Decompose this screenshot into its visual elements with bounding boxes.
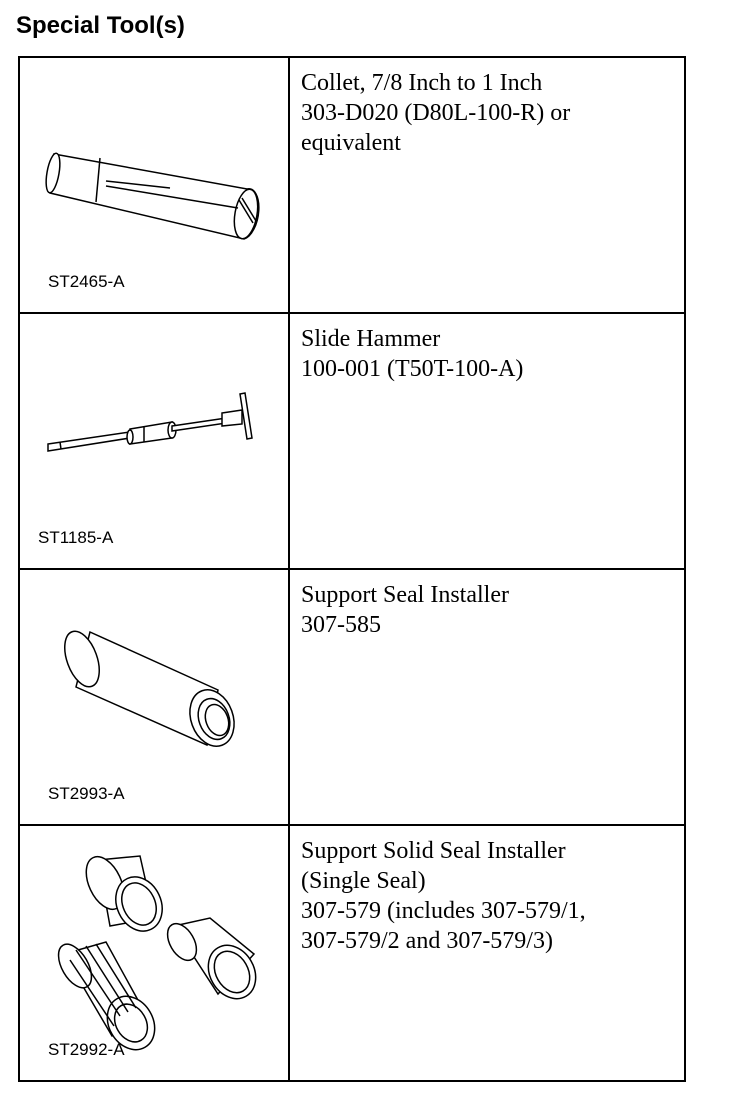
tool-row-slide-hammer [19, 313, 685, 569]
tool-row-collet [19, 57, 685, 313]
tool-illustration-cell [19, 569, 289, 825]
tool-number: 303-D020 (D80L-100-R) or [301, 100, 571, 126]
tool-number: 307-579 (includes 307-579/1, [301, 898, 586, 924]
tool-illustration-cell [19, 825, 289, 1081]
tool-number: 307-585 [301, 612, 381, 638]
tool-name: Support Solid Seal Installer [301, 838, 566, 864]
tool-code: ST2465-A [48, 272, 125, 291]
tool-code: ST1185-A [38, 528, 114, 547]
tool-subtitle: (Single Seal) [301, 868, 426, 894]
special-tools-table [18, 56, 686, 1082]
tool-row-solid-seal-installer [19, 825, 685, 1081]
tool-code: ST2992-A [48, 1040, 125, 1059]
tool-illustration-cell [19, 57, 289, 313]
tool-name: Support Seal Installer [301, 582, 509, 608]
tool-name: Collet, 7/8 Inch to 1 Inch [301, 70, 543, 96]
tool-code: ST2993-A [48, 784, 125, 803]
tool-name: Slide Hammer [301, 326, 441, 352]
tool-note: equivalent [301, 130, 401, 156]
tool-description-cell [289, 57, 685, 313]
tool-number: 100-001 (T50T-100-A) [301, 356, 524, 382]
tool-description-cell [289, 569, 685, 825]
tool-description-cell [289, 825, 685, 1081]
page-title: Special Tool(s) [16, 12, 185, 39]
tool-number-continued: 307-579/2 and 307-579/3) [301, 928, 553, 954]
tool-description-cell [289, 313, 685, 569]
tool-illustration-cell [19, 313, 289, 569]
tool-row-support-seal-installer [19, 569, 685, 825]
